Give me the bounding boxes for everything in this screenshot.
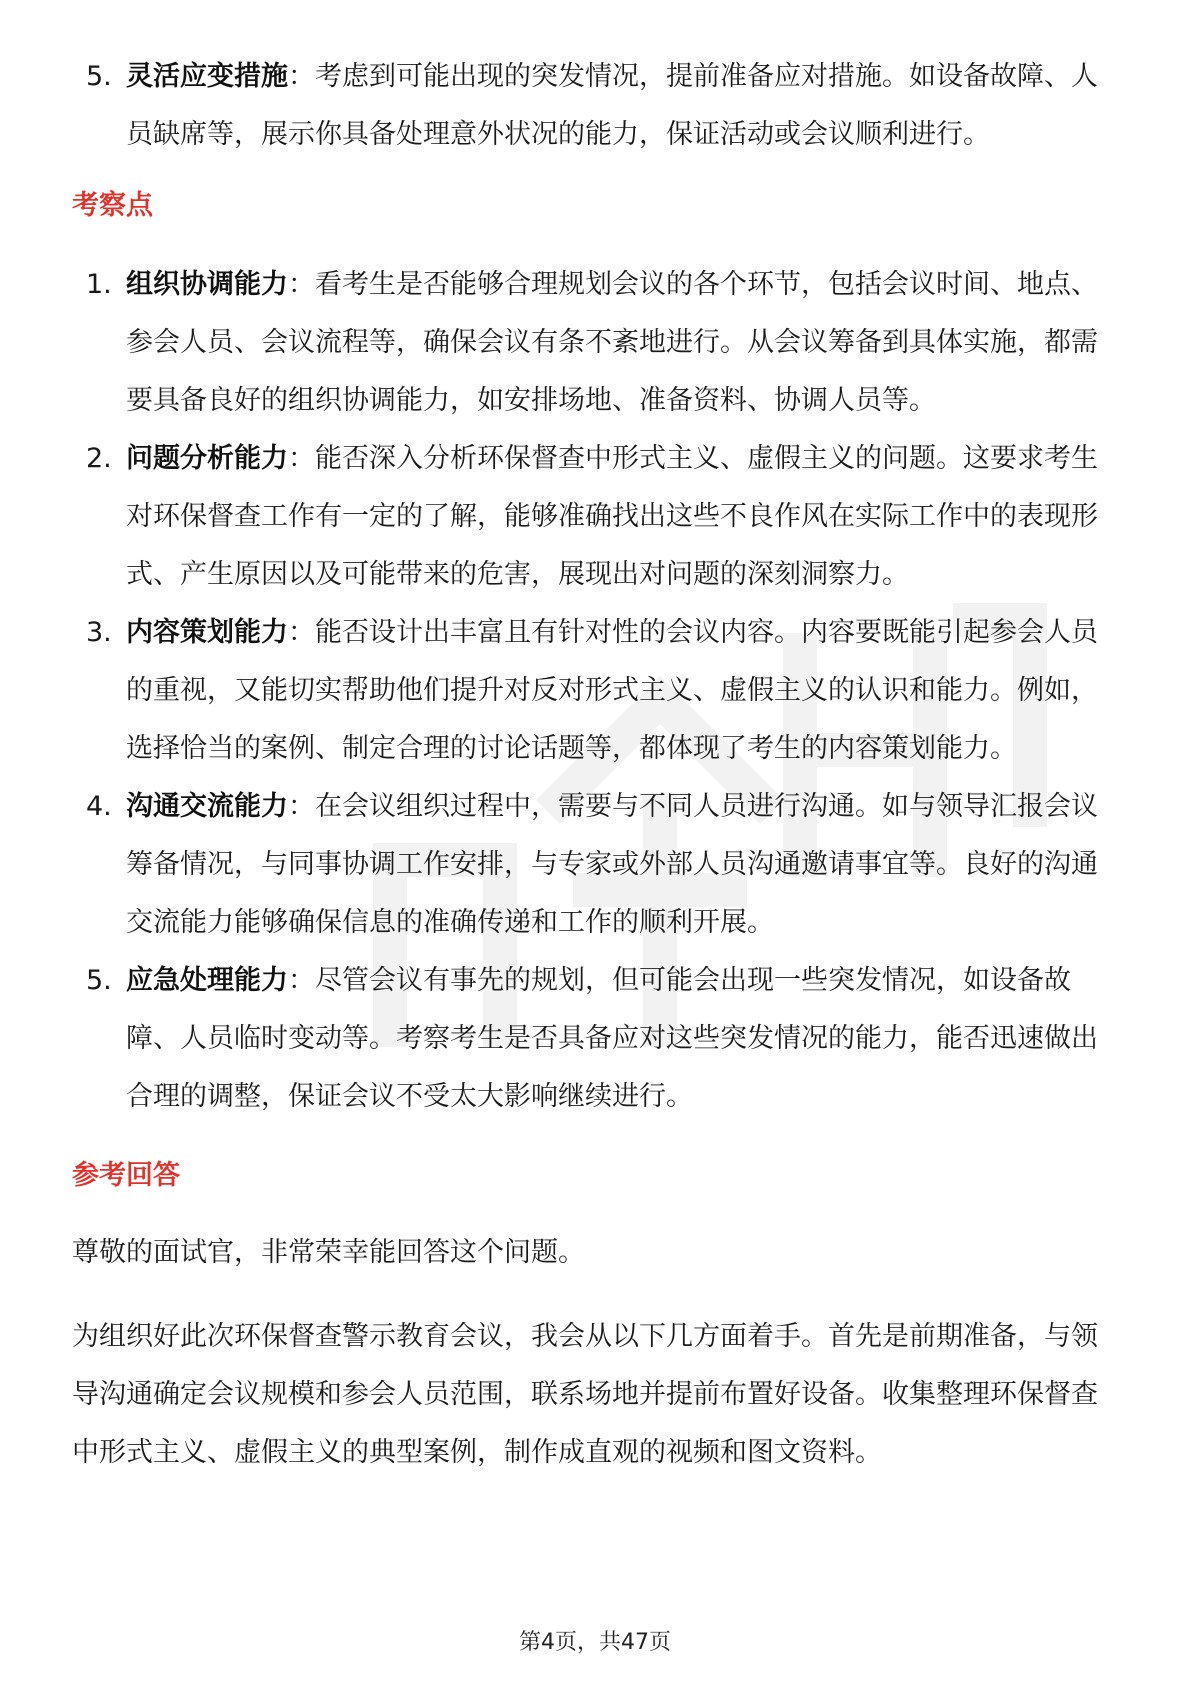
list-text: ：看考生是否能够合理规划会议的各个环节，包括会议时间、地点、参会人员、会议流程等，确保会议有条不紊地进行。从会议筹备到具体实施，都需要具备良好的组织协调能力，如安排场地、准备资料、协调人员等。 (126, 269, 1098, 416)
answer-paragraph: 为组织好此次环保督查警示教育会议，我会从以下几方面着手。首先是前期准备，与领导沟通确定会议规模和参会人员范围，联系场地并提前布置好设备。收集整理环保督查中形式主义、虚假主义的典型案例，制作成直观的视频和图文资料。 (72, 1321, 1098, 1468)
list-item (72, 952, 1122, 1126)
content-area (72, 58, 1122, 1482)
list-text: ：能否设计出丰富且有针对性的会议内容。内容要既能引起参会人员的重视，又能切实帮助他们提升对反对形式主义、虚假主义的认识和能力。例如，选择恰当的案例、制定合理的讨论话题等，都体现了考生的内容策划能力。 (126, 617, 1098, 764)
list-term: 灵活应变措施 (126, 61, 288, 92)
section-heading-points: 考察点 (72, 190, 153, 221)
list-number: 2. (86, 443, 112, 474)
list-term: 内容策划能力 (126, 617, 288, 648)
page-footer: 第4页，共47页 (519, 1630, 671, 1655)
list-term: 组织协调能力 (126, 269, 288, 300)
section-heading-answer: 参考回答 (72, 1160, 180, 1191)
continued-list (72, 48, 1122, 164)
list-item (72, 256, 1122, 430)
list-number: 5. (86, 965, 112, 996)
list-number: 3. (86, 617, 112, 648)
list-term: 应急处理能力 (126, 965, 288, 996)
list-text: ：在会议组织过程中，需要与不同人员进行沟通。如与领导汇报会议筹备情况，与同事协调工作安排，与专家或外部人员沟通邀请事宜等。良好的沟通交流能力能够确保信息的准确传递和工作的顺利开展。 (126, 791, 1098, 938)
list-item (72, 48, 1122, 164)
list-item (72, 604, 1122, 778)
list-number: 4. (86, 791, 112, 822)
answer-paragraph: 尊敬的面试官，非常荣幸能回答这个问题。 (72, 1237, 585, 1268)
list-text: ：考虑到可能出现的突发情况，提前准备应对措施。如设备故障、人员缺席等，展示你具备处理意外状况的能力，保证活动或会议顺利进行。 (126, 61, 1098, 150)
list-text: ：尽管会议有事先的规划，但可能会出现一些突发情况，如设备故障、人员临时变动等。考察考生是否具备应对这些突发情况的能力，能否迅速做出合理的调整，保证会议不受太大影响继续进行。 (126, 965, 1098, 1112)
list-number: 1. (86, 269, 112, 300)
list-term: 沟通交流能力 (126, 791, 288, 822)
list-text: ：能否深入分析环保督查中形式主义、虚假主义的问题。这要求考生对环保督查工作有一定的了解，能够准确找出这些不良作风在实际工作中的表现形式、产生原因以及可能带来的危害，展现出对问题的深刻洞察力。 (126, 443, 1098, 590)
points-list (72, 256, 1122, 1126)
list-number: 5. (86, 61, 112, 92)
list-item (72, 778, 1122, 952)
list-item (72, 430, 1122, 604)
list-term: 问题分析能力 (126, 443, 288, 474)
